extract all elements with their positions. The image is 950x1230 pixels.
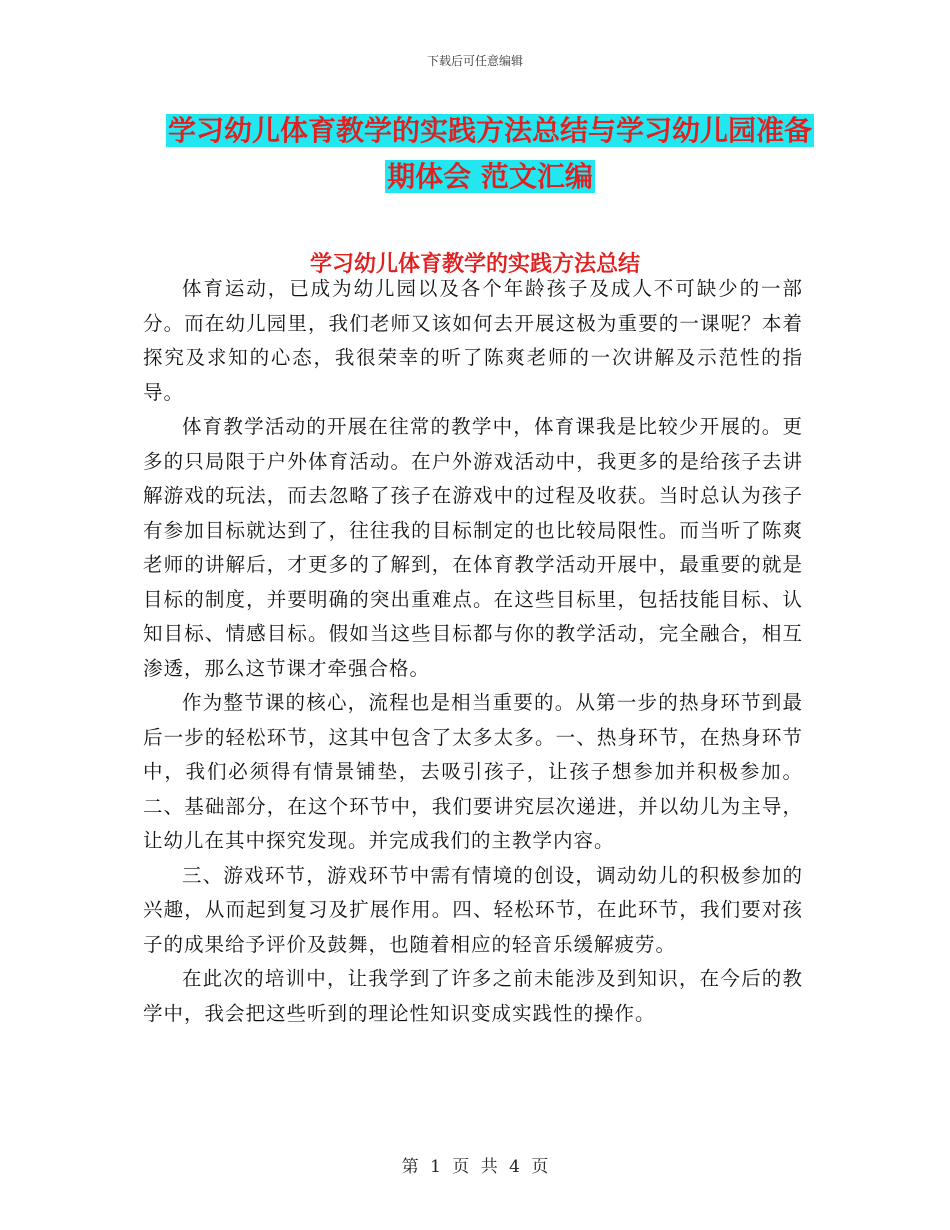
document-title: [140, 108, 840, 200]
page-header-note: 下载后可任意编辑: [426, 54, 523, 68]
paragraph-3: 作为整节课的核心，流程也是相当重要的。从第一步的热身环节到最后一步的轻松环节，这其中包含了太多太多。一、热身环节，在热身环节中，我们必须得有情景铺垫，去吸引孩子，让孩子想参加并积极参加。二、基础部分，在这个环节中，我们要讲究层次递进，并以幼儿为主导，让幼儿在其中探究发现。并完成我们的主教学内容。: [143, 691, 803, 852]
document-body: [143, 272, 803, 1031]
paragraph-2: 体育教学活动的开展在往常的教学中，体育课我是比较少开展的。更多的只局限于户外体育活动。在户外游戏活动中，我更多的是给孩子去讲解游戏的玩法，而去忽略了孩子在游戏中的过程及收获。当时总认为孩子有参加目标就达到了，往往我的目标制定的也比较局限性。而当听了陈爽老师的讲解后，才更多的了解到，在体育教学活动开展中，最重要的就是目标的制度，并要明确的突出重难点。在这些目标里，包括技能目标、认知目标、情感目标。假如当这些目标都与你的教学活动，完全融合，相互渗透，那么这节课才牵强合格。: [143, 415, 803, 680]
page-footer: 第 1 页 共 4 页: [401, 1157, 549, 1177]
paragraph-5: 在此次的培训中，让我学到了许多之前未能涉及到知识，在今后的教学中，我会把这些听到的理论性知识变成实践性的操作。: [143, 967, 803, 1025]
document-title-line-1: 学习幼儿体育教学的实践方法总结与学习幼儿园准备: [167, 114, 812, 147]
document-title-line-2: 期体会 范文汇编: [387, 160, 593, 193]
section-heading: 学习幼儿体育教学的实践方法总结: [309, 252, 640, 277]
paragraph-4: 三、游戏环节，游戏环节中需有情境的创设，调动幼儿的积极参加的兴趣，从而起到复习及扩展作用。四、轻松环节，在此环节，我们要对孩子的成果给予评价及鼓舞，也随着相应的轻音乐缓解疲劳。: [143, 863, 803, 956]
paragraph-1: 体育运动，已成为幼儿园以及各个年龄孩子及成人不可缺少的一部分。而在幼儿园里，我们老师又该如何去开展这极为重要的一课呢？本着探究及求知的心态，我很荣幸的听了陈爽老师的一次讲解及示范性的指导。: [143, 277, 803, 404]
